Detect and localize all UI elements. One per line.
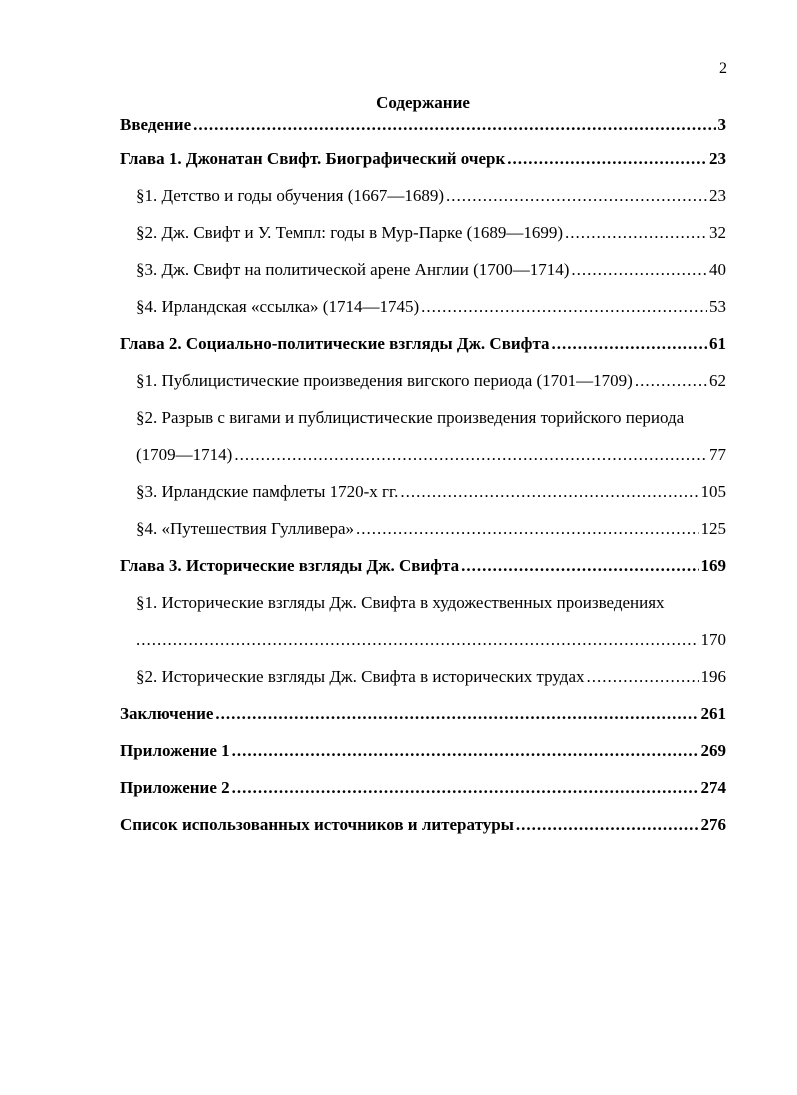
toc-entry-page: 61 — [709, 334, 726, 353]
toc-entry-chapter-1-section-1[interactable] — [120, 177, 726, 214]
toc-entry-page: 105 — [700, 482, 726, 501]
dot-leader — [215, 695, 698, 732]
toc-title: Содержание — [376, 93, 470, 112]
toc-entry-page: 23 — [709, 186, 726, 205]
dot-leader — [356, 510, 699, 547]
toc-entry-page: 274 — [700, 778, 726, 797]
toc-entry-chapter-1-section-3[interactable] — [120, 251, 726, 288]
toc-entry-label: Введение — [120, 115, 192, 134]
dot-leader — [565, 214, 707, 251]
toc-entry-introduction[interactable] — [120, 114, 726, 136]
dot-leader — [446, 177, 707, 214]
table-of-contents — [120, 92, 726, 843]
toc-entry-label: Глава 1. Джонатан Свифт. Биографический очерк — [120, 149, 506, 168]
toc-entry-page: 40 — [709, 260, 726, 279]
toc-entry-chapter-1-section-2[interactable] — [120, 214, 726, 251]
toc-entry-page: 269 — [700, 741, 726, 760]
dot-leader — [136, 621, 699, 658]
dot-leader — [232, 769, 699, 806]
dot-leader — [193, 114, 715, 136]
dot-leader — [635, 362, 707, 399]
toc-entry-label: Список использованных источников и литературы — [120, 815, 514, 834]
dot-leader — [516, 806, 699, 843]
toc-entry-chapter-3-section-2[interactable] — [120, 658, 726, 695]
dot-leader — [234, 436, 707, 473]
toc-entry-page: 169 — [700, 556, 726, 575]
toc-entry-page: 3 — [717, 115, 726, 134]
toc-entry-label: §1. Публицистические произведения вигского периода (1701—1709) — [136, 371, 633, 390]
toc-entry-chapter-1-section-4[interactable] — [120, 288, 726, 325]
toc-entry-label: §4. «Путешествия Гулливера» — [136, 519, 354, 538]
toc-entry-label: §4. Ирландская «ссылка» (1714—1745) — [136, 297, 420, 316]
toc-entry-label: §1. Детство и годы обучения (1667—1689) — [136, 186, 445, 205]
toc-entry-chapter-2-section-3[interactable] — [120, 473, 726, 510]
toc-entry-label: §3. Ирландские памфлеты 1720-х гг. — [136, 482, 399, 501]
dot-leader — [421, 288, 707, 325]
toc-entry-label: (1709—1714) — [136, 445, 233, 464]
toc-entry-page: 170 — [700, 630, 726, 649]
toc-entry-page: 32 — [709, 223, 726, 242]
toc-entry-bibliography[interactable] — [120, 806, 726, 843]
toc-entry-chapter-3[interactable] — [120, 547, 726, 584]
page-number: 2 — [719, 60, 727, 77]
dot-leader — [552, 325, 707, 362]
dot-leader — [507, 140, 707, 177]
toc-entry-chapter-2-section-4[interactable] — [120, 510, 726, 547]
dot-leader — [400, 473, 698, 510]
toc-entry-chapter-3-section-1-line-1[interactable]: §1. Исторические взгляды Дж. Свифта в художественных произведениях — [136, 593, 665, 612]
dot-leader — [461, 547, 698, 584]
toc-entry-chapter-2-section-2[interactable] — [120, 436, 726, 473]
toc-entry-chapter-2-section-2-line-1[interactable]: §2. Разрыв с вигами и публицистические произведения торийского периода — [136, 408, 685, 427]
toc-entry-chapter-3-section-1[interactable] — [120, 621, 726, 658]
toc-entry-conclusion[interactable] — [120, 695, 726, 732]
toc-entry-page: 62 — [709, 371, 726, 390]
toc-entry-chapter-2-section-1[interactable] — [120, 362, 726, 399]
toc-entry-label: §2. Исторические взгляды Дж. Свифта в исторических трудах — [136, 667, 585, 686]
toc-entry-chapter-2[interactable] — [120, 325, 726, 362]
dot-leader — [571, 251, 707, 288]
toc-entry-label: Заключение — [120, 704, 214, 723]
toc-entry-page: 53 — [709, 297, 726, 316]
toc-entry-appendix-1[interactable] — [120, 732, 726, 769]
dot-leader — [232, 732, 699, 769]
toc-entry-label: Глава 3. Исторические взгляды Дж. Свифта — [120, 556, 460, 575]
toc-entry-page: 261 — [700, 704, 726, 723]
toc-entry-page: 196 — [700, 667, 726, 686]
toc-entry-label: Приложение 1 — [120, 741, 230, 760]
toc-entry-page: 125 — [700, 519, 726, 538]
toc-entry-page: 23 — [709, 149, 726, 168]
toc-entry-page: 77 — [709, 445, 726, 464]
toc-entry-label: Приложение 2 — [120, 778, 230, 797]
toc-entry-appendix-2[interactable] — [120, 769, 726, 806]
dot-leader — [587, 658, 699, 695]
toc-entry-chapter-1[interactable] — [120, 140, 726, 177]
toc-entry-label: Глава 2. Социально-политические взгляды Дж. Свифта — [120, 334, 550, 353]
toc-entry-page: 276 — [700, 815, 726, 834]
toc-entry-label: §3. Дж. Свифт на политической арене Англии (1700—1714) — [136, 260, 570, 279]
toc-entry-label: §2. Дж. Свифт и У. Темпл: годы в Мур-Парке (1689—1699) — [136, 223, 563, 242]
